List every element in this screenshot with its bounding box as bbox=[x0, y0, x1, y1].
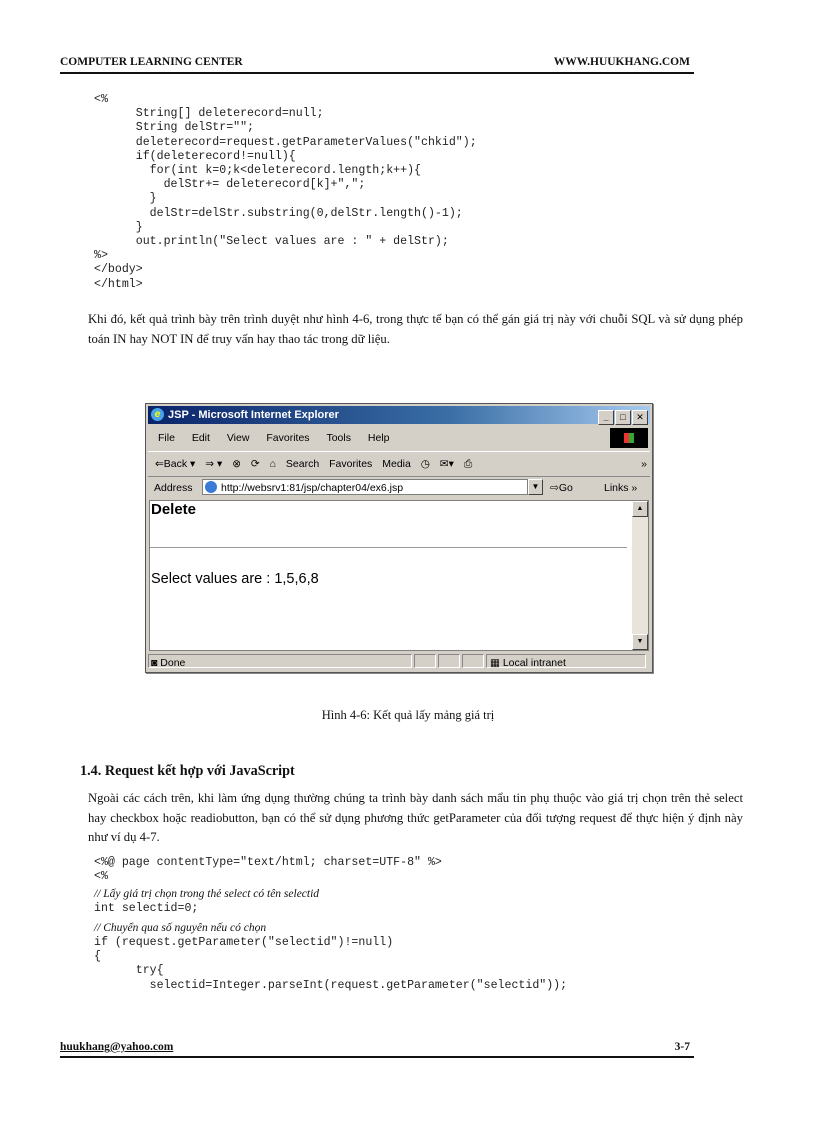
menu-view[interactable]: View bbox=[226, 432, 250, 444]
print-icon[interactable]: ⎙ bbox=[463, 458, 473, 470]
code-block-1: <% String[] deleterecord=null; String delStr=""; deleterecord=request.getParameterValues("chkid"); if(deleterecord!=null){ for(int k=0;k<deleterecord.length;k++){ delStr+= deleterecord[k]+","; } delStr=delStr.substring(0,delStr.length()-1); } out.println("Select values are : " + delStr); %> </body> </html> bbox=[94, 93, 477, 291]
address-label: Address bbox=[154, 482, 193, 494]
page-divider bbox=[150, 547, 627, 548]
links-button[interactable]: Links » bbox=[604, 482, 638, 494]
page-result: Select values are : 1,5,6,8 bbox=[151, 571, 319, 587]
browser-content bbox=[149, 500, 649, 651]
browser-titlebar bbox=[148, 406, 650, 424]
address-url: http://websrv1:81/jsp/chapter04/ex6.jsp bbox=[221, 482, 404, 494]
browser-toolbar bbox=[148, 451, 650, 477]
status-left bbox=[148, 654, 412, 668]
vertical-scrollbar[interactable] bbox=[632, 501, 648, 650]
section-title: 1.4. Request kết hợp với JavaScript bbox=[80, 763, 295, 779]
address-bar bbox=[148, 478, 650, 498]
browser-window bbox=[145, 403, 653, 673]
scroll-up-icon[interactable]: ▲ bbox=[632, 501, 648, 517]
toolbar-more-icon[interactable]: » bbox=[641, 458, 647, 470]
status-zone bbox=[486, 654, 646, 668]
search-button[interactable]: Search bbox=[285, 458, 320, 470]
paragraph-1: Khi đó, kết quả trình bày trên trình duyệt như hình 4-6, trong thực tế bạn có thể gán giá trị này với chuỗi SQL và sử dụng phép toán IN hay NOT IN để truy vấn hay thao tác trong dữ liệu. bbox=[88, 312, 743, 346]
page-number: 3-7 bbox=[674, 1041, 690, 1053]
menu-tools[interactable]: Tools bbox=[326, 432, 351, 444]
footer-email[interactable]: huukhang@yahoo.com bbox=[60, 1041, 174, 1053]
back-button[interactable]: ⇐Back ▾ bbox=[155, 458, 196, 470]
status-cell bbox=[462, 654, 484, 668]
close-icon[interactable]: ✕ bbox=[632, 410, 648, 425]
page-heading: Delete bbox=[151, 501, 197, 518]
forward-button[interactable]: ⇒ ▾ bbox=[205, 458, 223, 470]
figure-caption: Hình 4-6: Kết quả lấy mảng giá trị bbox=[321, 708, 495, 722]
favorites-button[interactable]: Favorites bbox=[329, 458, 373, 470]
address-dropdown-icon[interactable]: ▼ bbox=[528, 479, 543, 495]
code-block-2: if (request.getParameter("selectid")!=null) { try{ selectid=Integer.parseInt(request.getParameter("selectid")); bbox=[94, 936, 568, 992]
maximize-icon[interactable]: □ bbox=[615, 410, 631, 425]
menu-favorites[interactable]: Favorites bbox=[266, 432, 310, 444]
status-cell bbox=[414, 654, 436, 668]
code-comment-1: // Lấy giá trị chọn trong thẻ select có tên selectid bbox=[94, 888, 320, 900]
menu-bar bbox=[148, 427, 650, 449]
code-line-3: int selectid=0; bbox=[94, 902, 199, 915]
media-button[interactable]: Media bbox=[382, 458, 411, 470]
minimize-icon[interactable]: _ bbox=[598, 410, 614, 425]
header-right: WWW.HUUKHANG.COM bbox=[553, 56, 690, 68]
windows-flag-icon bbox=[610, 428, 648, 448]
window-controls bbox=[597, 408, 648, 426]
status-cell bbox=[438, 654, 460, 668]
browser-title: JSP - Microsoft Internet Explorer bbox=[168, 409, 339, 421]
menu-help[interactable]: Help bbox=[367, 432, 390, 444]
address-input[interactable] bbox=[202, 479, 528, 495]
menu-edit[interactable]: Edit bbox=[191, 432, 210, 444]
scroll-down-icon[interactable]: ▼ bbox=[632, 634, 648, 650]
status-text: Done bbox=[160, 657, 186, 669]
mail-icon[interactable]: ✉▾ bbox=[439, 458, 454, 470]
menu-file[interactable]: File bbox=[158, 432, 175, 444]
stop-icon[interactable]: ⊗ bbox=[232, 458, 241, 470]
page-icon bbox=[205, 481, 217, 493]
refresh-icon[interactable]: ⟳ bbox=[250, 458, 260, 470]
page-header bbox=[60, 56, 694, 74]
home-icon[interactable]: ⌂ bbox=[269, 458, 276, 470]
code-line-2: <% bbox=[94, 870, 108, 883]
page-footer bbox=[60, 1041, 694, 1058]
paragraph-2: Ngoài các cách trên, khi làm ứng dụng thường chúng ta trình bày danh sách mẩu tin phụ thuộc vào giá trị chọn trên thẻ select hay checkbox hoặc readiobutton, bạn có thể sử dụng phương thức getParameter của đối tượng request để thực hiện ý định này như ví dụ 4-7. bbox=[88, 791, 743, 844]
zone-text: Local intranet bbox=[502, 657, 566, 669]
header-left: COMPUTER LEARNING CENTER bbox=[60, 56, 243, 68]
done-icon: ◙ bbox=[151, 657, 158, 669]
go-button[interactable]: ⇨Go bbox=[550, 482, 573, 494]
code-line-1: <%@ page contentType="text/html; charset=UTF-8" %> bbox=[94, 856, 442, 869]
ie-logo-icon: e bbox=[151, 408, 164, 421]
intranet-icon: ▦ bbox=[490, 657, 500, 669]
code-comment-2: // Chuyển qua số nguyên nếu có chọn bbox=[94, 922, 267, 934]
status-bar bbox=[148, 653, 650, 670]
history-icon[interactable]: ◷ bbox=[420, 458, 430, 470]
